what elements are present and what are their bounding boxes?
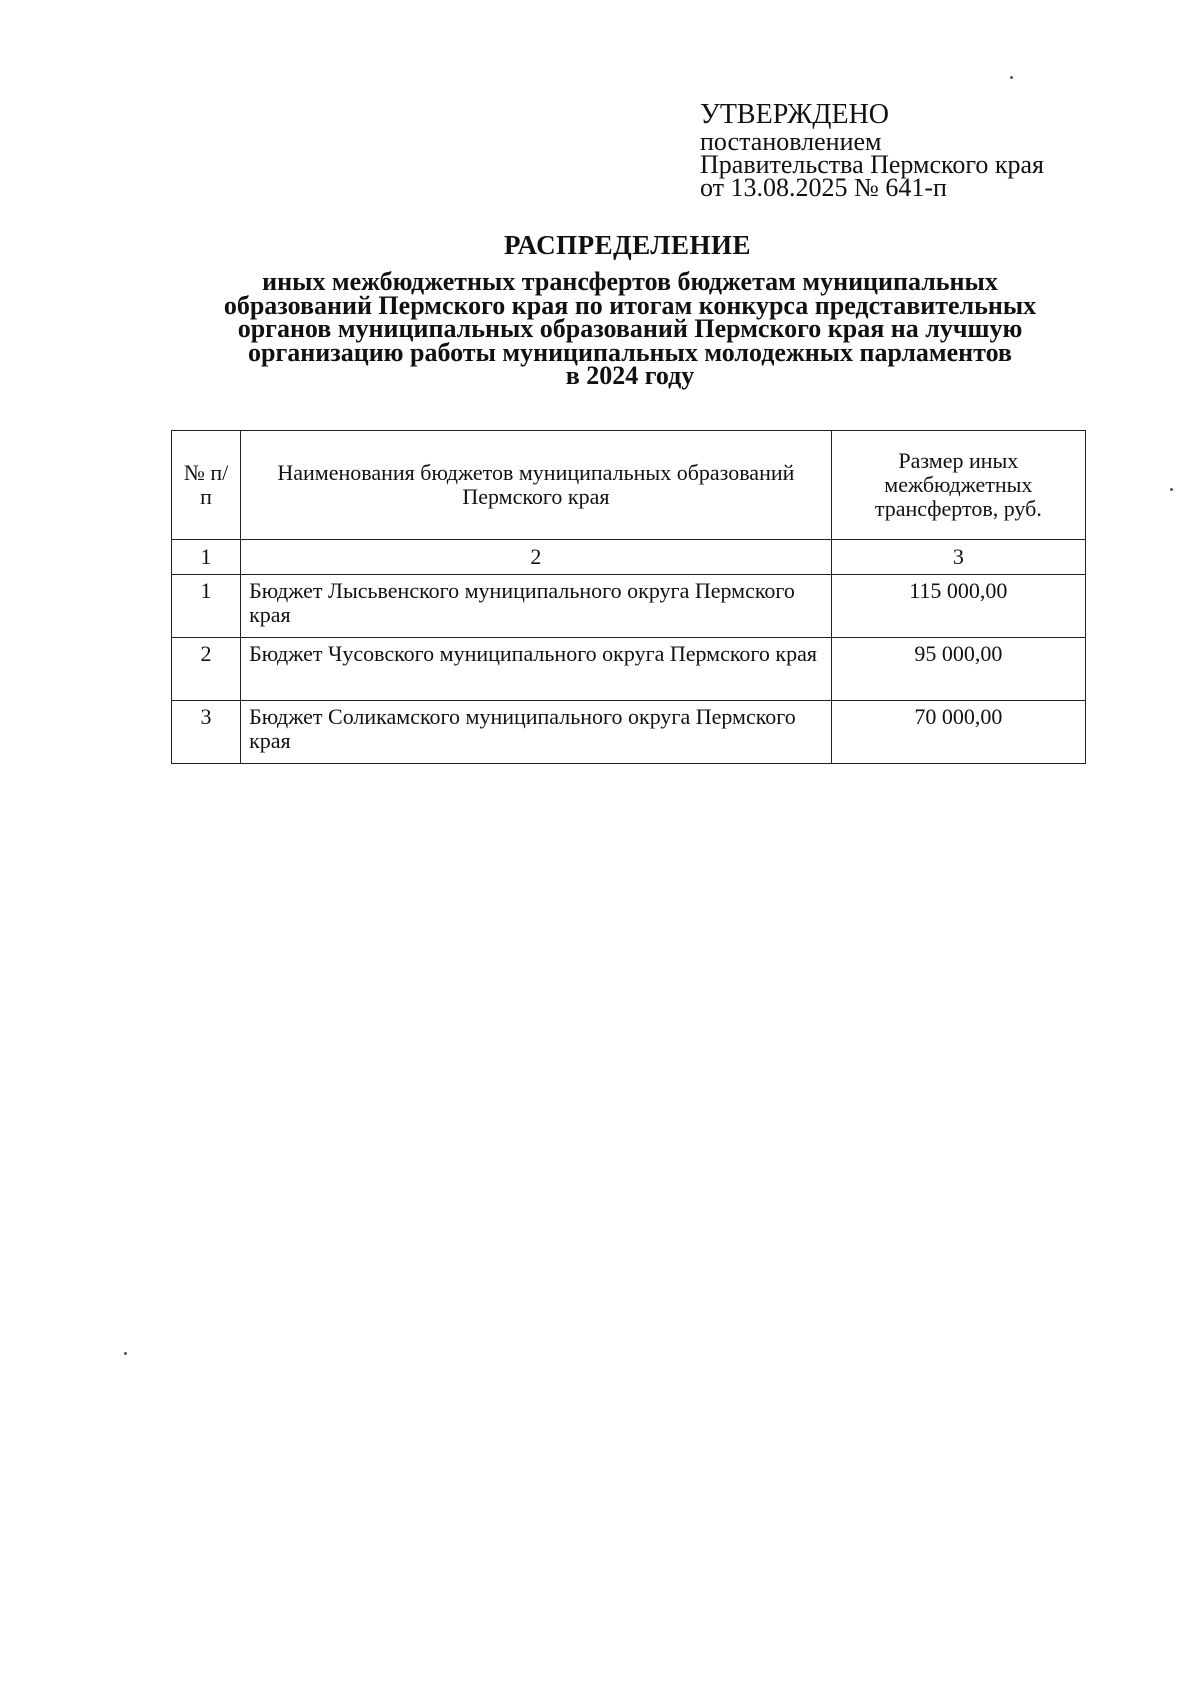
column-number: 2 [241, 540, 832, 575]
approval-line-2: Правительства Пермского края [700, 150, 1044, 179]
approval-stamp [700, 99, 1120, 202]
row-amount: 95 000,00 [831, 638, 1085, 701]
row-amount: 115 000,00 [831, 575, 1085, 638]
scan-speck [1170, 488, 1173, 491]
approval-line-1: постановлением [700, 127, 882, 156]
column-number: 3 [831, 540, 1085, 575]
row-name: Бюджет Чусовского муниципального округа Пермского края [241, 638, 832, 701]
document-subtitle [170, 267, 1090, 390]
row-num: 2 [172, 638, 241, 701]
row-num: 1 [172, 575, 241, 638]
table-header-row [172, 431, 1086, 540]
header-name: Наименования бюджетов муниципальных образований Пермского края [241, 431, 832, 540]
row-amount: 70 000,00 [831, 701, 1085, 764]
subtitle-line: органов муниципальных образований Пермского края на лучшую [237, 314, 1023, 343]
table-row [172, 575, 1086, 638]
row-num: 3 [172, 701, 241, 764]
scan-speck [1010, 76, 1013, 79]
row-name: Бюджет Соликамского муниципального округа Пермского края [241, 701, 832, 764]
subtitle-line: организацию работы муниципальных молодежных парламентов [248, 337, 1012, 367]
table-row [172, 638, 1086, 701]
subtitle-line: в 2024 году [565, 361, 695, 390]
distribution-table [171, 430, 1086, 764]
subtitle-line: образований Пермского края по итогам конкурса представительных [223, 290, 1037, 320]
row-name: Бюджет Лысьвенского муниципального округа Пермского края [241, 575, 832, 638]
column-number: 1 [172, 540, 241, 575]
table-row [172, 701, 1086, 764]
header-num: № п/п [172, 431, 241, 540]
approval-approved: УТВЕРЖДЕНО [700, 99, 890, 130]
subtitle-line: иных межбюджетных трансфертов бюджетам муниципальных [262, 267, 998, 296]
column-number-row [172, 540, 1086, 575]
scan-speck [124, 1352, 127, 1355]
document-title: РАСПРЕДЕЛЕНИЕ [503, 230, 752, 260]
header-amount: Размер иных межбюджетных трансфертов, руб. [831, 431, 1085, 540]
approval-line-3: от 13.08.2025 № 641-п [700, 173, 947, 202]
